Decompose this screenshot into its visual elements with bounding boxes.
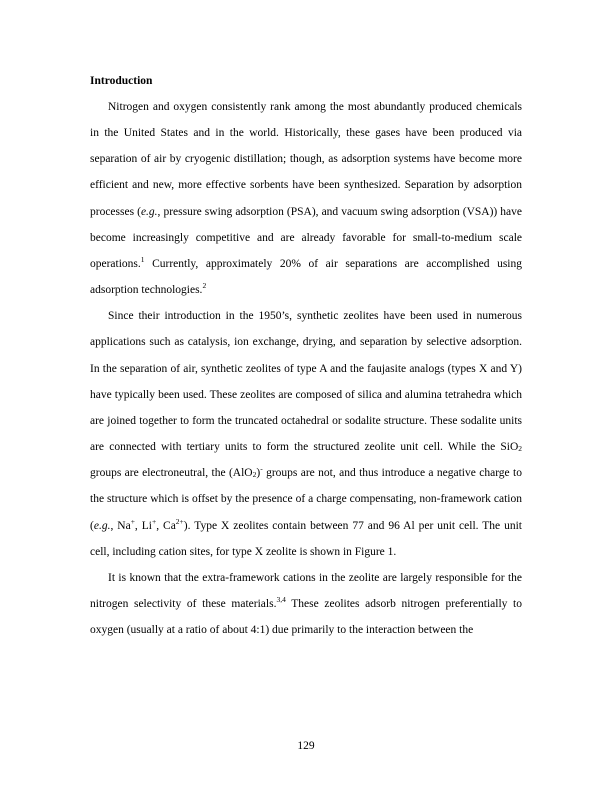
p2-text-a: Since their introduction in the 1950’s, synthetic zeolites have been used in numerous applications such as catalysis, ion exchange, drying, and separation by selective adsorption. In the separation of air, synthetic zeolites of type A and the faujasite analogs (types X and Y) have typically been used. These zeolites are composed of silica and alumina tetrahedra which are joined together to form the truncated octahedral or sodalite structure. These sodalite units are connected with tertiary units to form the structured zeolite unit cell. While the SiO (90, 310, 522, 454)
p2-text-c: ) (256, 467, 261, 480)
ca-charge-superscript: 2+ (175, 516, 184, 526)
p2-text-d: groups are not, and thus introduce a negative charge to the structure which is offset by the presence of a charge compensating, non-framework cation ( (90, 467, 522, 532)
p1-text-c: Currently, approximately 20% of air separations are accomplished using adsorption technologies. (90, 257, 522, 297)
page-body (90, 68, 522, 643)
paragraph-2 (90, 303, 522, 565)
na-charge-superscript: + (130, 516, 135, 526)
sio2-subscript: 2 (518, 444, 522, 454)
citation-2: 2 (202, 281, 207, 291)
paragraph-1 (90, 94, 522, 303)
p1-text-b: , pressure swing adsorption (PSA), and vacuum swing adsorption (VSA)) have become increasingly competitive and are already favorable for small-to-medium scale operations. (90, 205, 522, 270)
paragraph-3 (90, 565, 522, 643)
section-heading: Introduction (90, 75, 153, 87)
p1-eg: e.g. (140, 205, 158, 218)
p2-text-h: ). Type X zeolites contain between 77 and 96 Al per unit cell. The unit cell, including cation sites, for type X zeolite is shown in Figure 1. (90, 519, 522, 558)
p2-text-g: , Ca (156, 519, 176, 532)
p2-eg: e.g. (93, 519, 111, 532)
p3-text-a: It is known that the extra-framework cations in the zeolite are largely responsible for the nitrogen selectivity of these materials. (90, 571, 522, 610)
p2-text-e: , Na (110, 519, 131, 532)
p2-text-b: groups are electroneutral, the (AlO (90, 467, 253, 480)
page-number: 129 (297, 740, 315, 752)
citation-1: 1 (140, 254, 145, 264)
li-charge-superscript: + (151, 516, 157, 526)
citation-3-4: 3,4 (276, 594, 286, 604)
alo2-charge-superscript: - (260, 464, 263, 474)
p2-text-f: , Li (134, 519, 152, 532)
alo2-subscript: 2 (252, 470, 257, 480)
p1-text-a: Nitrogen and oxygen consistently rank among the most abundantly produced chemicals in the United States and in the world. Historically, these gases have been produced via separation of air by cryogenic distillation; though, as adsorption systems have become more efficient and new, more effective sorbents have been synthesized. Separation by adsorption processes ( (90, 101, 522, 218)
p3-text-b: These zeolites adsorb nitrogen preferentially to oxygen (usually at a ratio of about 4:1) due primarily to the interaction between the (90, 597, 522, 637)
